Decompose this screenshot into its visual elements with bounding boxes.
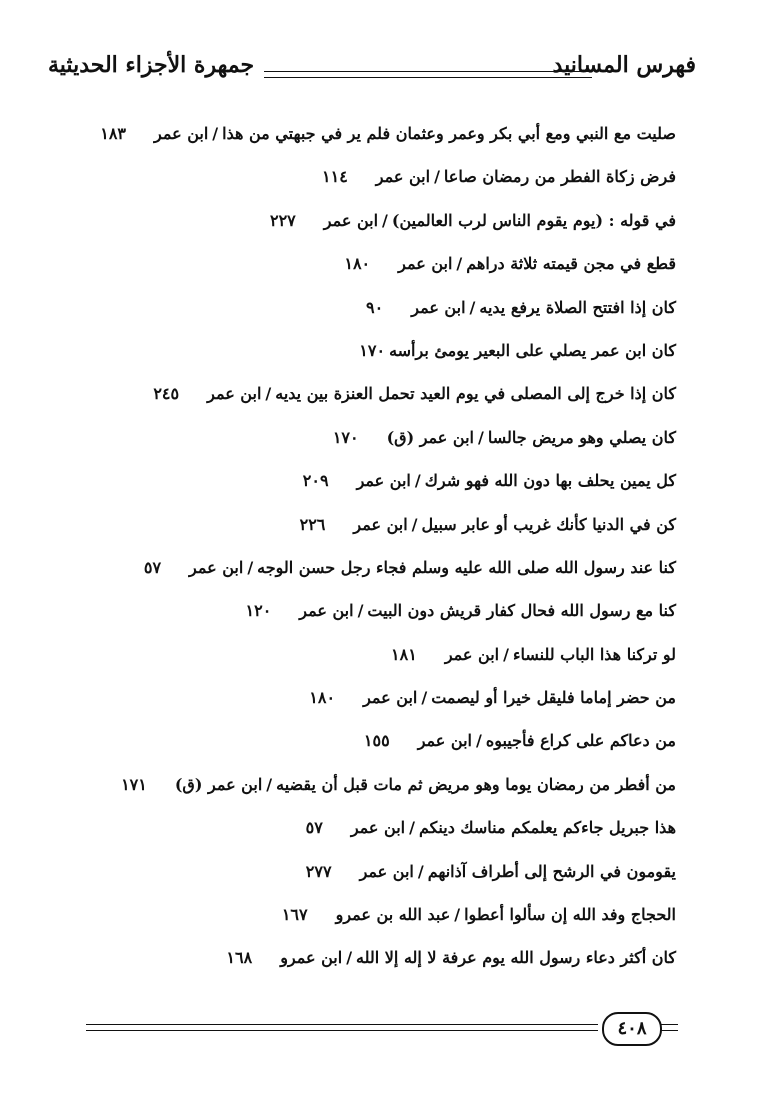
entry-separator: / <box>266 774 273 794</box>
index-entry <box>76 372 676 415</box>
entry-separator: / <box>382 210 388 230</box>
entry-separator: / <box>421 688 428 708</box>
index-entry <box>76 806 676 849</box>
entry-separator: / <box>503 644 509 664</box>
entry-page: ١٧١ <box>121 774 147 794</box>
entry-separator: / <box>357 601 364 621</box>
entry-separator: / <box>469 297 476 317</box>
index-title: فهرس المسانيد <box>552 52 696 78</box>
entry-narrator: ابن عمر <box>353 514 408 534</box>
entry-page: ٢٢٧ <box>269 210 296 230</box>
entry-narrator: ابن عمر <box>154 124 209 143</box>
entry-page: ١٦٨ <box>226 948 253 968</box>
entry-narrator: ابن عمر <box>350 818 406 838</box>
entry-text: كان إذا خرج إلى المصلى في يوم العيد تحمل العنزة بين يديه <box>275 384 676 404</box>
entry-page: ٥٧ <box>143 557 162 577</box>
index-entries <box>76 112 676 980</box>
index-entry <box>76 242 676 285</box>
entry-text: في قوله : (يوم يقوم الناس لرب العالمين) <box>391 210 676 230</box>
entry-text: كن في الدنيا كأنك غريب أو عابر سبيل <box>421 514 676 534</box>
entry-separator: / <box>475 731 482 751</box>
entry-text: كنا مع رسول الله فحال كفار قريش دون البيت <box>367 601 676 621</box>
entry-text: الحجاج وفد الله إن سألوا أعطوا <box>464 905 676 925</box>
entry-narrator: ابن عمر <box>356 471 411 491</box>
index-entry <box>76 763 676 806</box>
index-entry <box>76 155 676 198</box>
page-header <box>48 52 696 98</box>
entry-page: ١٧٠ <box>359 340 386 360</box>
entry-narrator: ابن عمر <box>189 557 244 577</box>
entry-page: ١٦٧ <box>281 905 308 925</box>
header-rule <box>264 71 592 78</box>
entry-narrator: ابن عمر <box>323 210 379 230</box>
entry-narrator: ابن عمر (ق) <box>386 427 474 447</box>
entry-page: ٩٠ <box>366 297 384 317</box>
index-entry <box>76 893 676 936</box>
entry-narrator: ابن عمر <box>398 254 453 274</box>
index-entry <box>76 633 676 676</box>
page-footer <box>86 1012 678 1052</box>
footer-rule <box>86 1024 598 1031</box>
entry-narrator: ابن عمر <box>299 601 354 621</box>
index-entry <box>76 112 676 155</box>
entry-page: ١٧٠ <box>332 427 359 447</box>
index-entry <box>76 589 676 632</box>
entry-text: كان أكثر دعاء رسول الله يوم عرفة لا إله إلا الله <box>356 948 676 968</box>
index-entry <box>76 546 676 589</box>
entry-separator: / <box>411 514 418 534</box>
index-entry <box>76 459 676 502</box>
index-entry <box>76 676 676 719</box>
entry-narrator: عبد الله بن عمرو <box>335 905 451 925</box>
entry-separator: / <box>478 427 484 447</box>
entry-separator: / <box>417 861 424 881</box>
entry-narrator: ابن عمر <box>444 644 500 664</box>
entry-text: هذا جبريل جاءكم يعلمكم مناسك دينكم <box>418 818 676 838</box>
index-entry <box>76 329 676 372</box>
index-entry <box>76 719 676 762</box>
entry-text: كان ابن عمر يصلي على البعير يومئ برأسه <box>389 340 676 360</box>
entry-text: كان إذا افتتح الصلاة يرفع يديه <box>479 297 676 317</box>
entry-separator: / <box>265 384 272 404</box>
entry-text: لو تركنا هذا الباب للنساء <box>512 644 676 664</box>
entry-narrator: ابن عمر <box>363 688 418 708</box>
index-entry <box>76 850 676 893</box>
footer-rule-end <box>660 1024 678 1031</box>
entry-text: من دعاكم على كراع فأجيبوه <box>485 731 676 751</box>
entry-separator: / <box>409 818 415 838</box>
entry-text: كنا عند رسول الله صلى الله عليه وسلم فجاء رجل حسن الوجه <box>257 557 676 577</box>
entry-text: من أفطر من رمضان يوما وهو مريض ثم مات قبل أن يقضيه <box>276 774 676 794</box>
entry-page: ١١٤ <box>322 167 348 187</box>
entry-narrator: ابن عمر (ق) <box>174 774 263 794</box>
entry-page: ١٨٠ <box>344 254 371 274</box>
entry-narrator: ابن عمر <box>375 167 431 187</box>
entry-page: ٢٠٩ <box>302 471 329 491</box>
entry-text: صليت مع النبي ومع أبي بكر وعمر وعثمان فلم ير في جبهتي من هذا <box>222 124 676 143</box>
book-title: جمهرة الأجزاء الحديثية <box>48 52 255 78</box>
entry-page: ٢٢٦ <box>299 514 326 534</box>
entry-text: قطع في مجن قيمته ثلاثة دراهم <box>466 254 676 274</box>
index-entry <box>76 416 676 459</box>
entry-narrator: ابن عمر <box>207 384 262 404</box>
entry-page: ٢٧٧ <box>305 861 332 881</box>
index-entry <box>76 936 676 979</box>
index-entry <box>76 286 676 329</box>
entry-separator: / <box>456 254 463 274</box>
entry-text: فرض زكاة الفطر من رمضان صاعا <box>443 167 676 187</box>
entry-page: ٥٧ <box>305 818 323 838</box>
entry-separator: / <box>414 471 421 491</box>
entry-page: ١٨٠ <box>309 688 336 708</box>
entry-separator: / <box>434 167 440 187</box>
entry-separator: / <box>247 557 254 577</box>
entry-page: ٢٤٥ <box>153 384 180 404</box>
entry-separator: / <box>346 948 353 968</box>
entry-text: من حضر إماما فليقل خيرا أو ليصمت <box>431 688 676 708</box>
entry-text: كان يصلي وهو مريض جالسا <box>487 427 676 447</box>
entry-separator: / <box>454 905 461 925</box>
page-number: ٤٠٨ <box>602 1012 662 1046</box>
entry-separator: / <box>212 124 219 143</box>
entry-narrator: ابن عمر <box>417 731 472 751</box>
entry-narrator: ابن عمرو <box>280 948 343 968</box>
index-entry <box>76 199 676 242</box>
entry-text: كل يمين يحلف بها دون الله فهو شرك <box>424 471 676 491</box>
entry-narrator: ابن عمر <box>359 861 414 881</box>
entry-page: ١٨١ <box>391 644 417 664</box>
entry-text: يقومون في الرشح إلى أطراف آذانهم <box>427 861 676 881</box>
entry-page: ١٥٥ <box>363 731 390 751</box>
entry-narrator: ابن عمر <box>411 297 466 317</box>
index-entry <box>76 503 676 546</box>
entry-page: ١٢٠ <box>245 601 272 621</box>
entry-page: ١٨٣ <box>100 124 126 143</box>
